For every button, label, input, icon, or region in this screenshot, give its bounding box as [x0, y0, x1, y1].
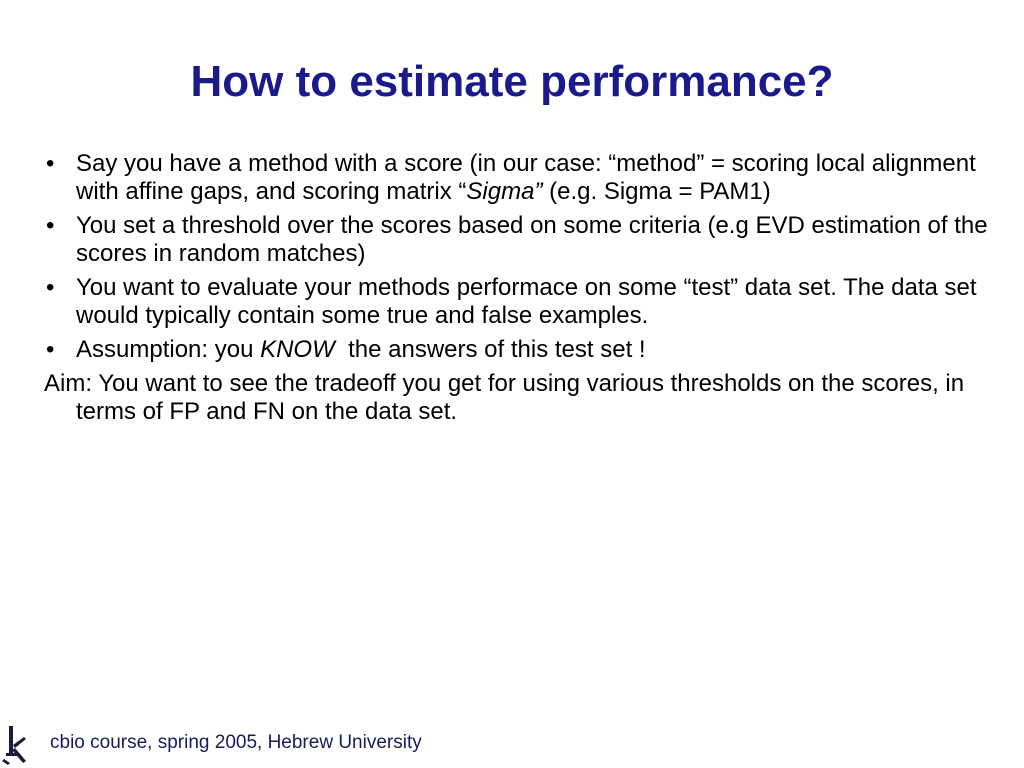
bullet-item	[44, 212, 989, 268]
bullet-marker: •	[46, 274, 55, 301]
bullet-item	[44, 336, 989, 364]
footer-text: cbio course, spring 2005, Hebrew University	[50, 732, 422, 753]
bullet-text: Assumption: you KNOW the answers of this test set !	[76, 336, 646, 363]
bullet-marker: •	[46, 150, 55, 177]
bullet-item	[44, 274, 989, 330]
bullet-marker: •	[46, 212, 55, 239]
bullet-text: Say you have a method with a score (in our case: “method” = scoring local alignment with affine gaps, and scoring matrix “Sigma” (e.g. Sigma = PAM1)	[76, 150, 976, 205]
slide-body	[44, 150, 989, 426]
bullet-text: You want to evaluate your methods performace on some “test” data set. The data set would typically contain some true and false examples.	[76, 274, 977, 329]
aim-paragraph: Aim: You want to see the tradeoff you get for using various thresholds on the scores, in terms of FP and FN on the data set.	[44, 370, 965, 425]
slide-title: How to estimate performance?	[190, 57, 834, 106]
bullet-marker: •	[46, 336, 55, 363]
bullet-item	[44, 150, 989, 206]
emphasis-text: KNOW	[260, 336, 335, 363]
slide-footer	[0, 720, 520, 768]
university-logo-icon	[0, 723, 30, 767]
emphasis-text: Sigma”	[466, 178, 543, 205]
bullet-text: You set a threshold over the scores based on some criteria (e.g EVD estimation of the scores in random matches)	[76, 212, 988, 267]
